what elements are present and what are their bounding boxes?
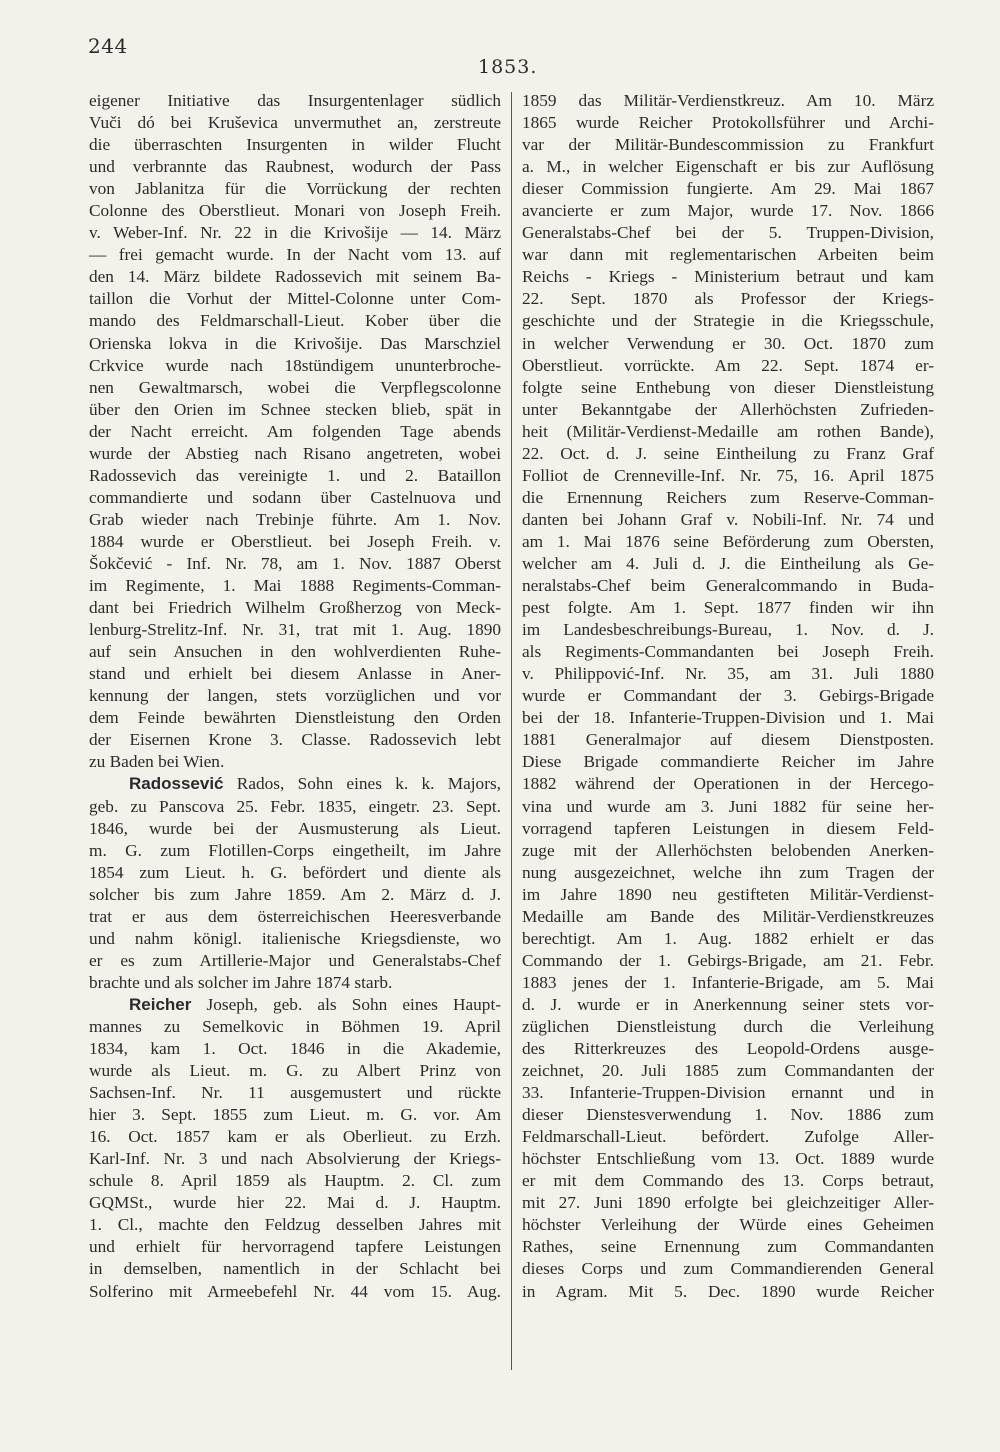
entry-lemma: Reicher bbox=[129, 994, 192, 1014]
entry-lemma: Radossević bbox=[129, 774, 224, 794]
text-line: wurde der Abstieg nach Risano angetreten, wobei bbox=[89, 443, 501, 463]
text-line: 1. Cl., machte den Feldzug desselben Jahres mit bbox=[89, 1215, 501, 1235]
text-line: GQMSt., wurde hier 22. Mai d. J. Hauptm. bbox=[89, 1193, 501, 1213]
text-line: höchster Verleihung der Würde eines Geheimen bbox=[522, 1215, 934, 1235]
text-line: wurde als Lieut. m. G. zu Albert Prinz von bbox=[89, 1061, 501, 1081]
text-line: im Regimente, 1. Mai 1888 Regiments-Comman- bbox=[89, 576, 501, 596]
text-line: der Eisernen Krone 3. Classe. Radossevich lebt bbox=[89, 730, 501, 750]
text-line: 1834, kam 1. Oct. 1846 in die Akademie, bbox=[89, 1039, 501, 1059]
text-line: a. M., in welcher Eigenschaft er bis zur Auflösung bbox=[522, 157, 934, 177]
text-line: Generalstabs-Chef bei der 5. Truppen-Division, bbox=[522, 223, 934, 243]
page-number: 244 bbox=[88, 34, 128, 58]
text-line: vina und wurde am 3. Juni 1882 für seine her- bbox=[522, 796, 934, 816]
text-line: wurde er Commandant der 3. Gebirgs-Brigade bbox=[522, 686, 934, 706]
text-line: 22. Sept. 1870 als Professor der Kriegs- bbox=[522, 289, 934, 309]
entry-text: Rados, Sohn eines k. k. Majors, bbox=[223, 774, 501, 794]
text-line: — frei gemacht wurde. In der Nacht vom 13. auf bbox=[89, 245, 501, 265]
text-line: heit (Militär-Verdienst-Medaille am rothen Bande), bbox=[522, 421, 934, 441]
text-line: 1854 zum Lieut. h. G. befördert und diente als bbox=[89, 862, 501, 882]
text-line: bei der 18. Infanterie-Truppen-Division und 1. Mai bbox=[522, 708, 934, 728]
text-line: zu Baden bei Wien. bbox=[89, 752, 225, 772]
text-line: dant bei Friedrich Wilhelm Großherzog von Meck- bbox=[89, 598, 501, 618]
text-line: welcher am 4. Juli d. J. die Eintheilung als Ge- bbox=[522, 553, 934, 573]
text-line: er es zum Artillerie-Major und Generalstabs-Chef bbox=[89, 950, 501, 970]
text-line: in welcher Verwendung er 30. Oct. 1870 zum bbox=[522, 333, 934, 353]
text-line: hier 3. Sept. 1855 zum Lieut. m. G. vor. Am bbox=[89, 1105, 501, 1125]
text-line: er mit dem Commando des 13. Corps betraut, bbox=[522, 1171, 934, 1191]
text-line: züglichen Dienstleistung durch die Verleihung bbox=[522, 1016, 934, 1036]
text-line: und nahm königl. italienische Kriegsdienste, wo bbox=[89, 928, 501, 948]
text-line: Rathes, seine Ernennung zum Commandanten bbox=[522, 1237, 934, 1257]
text-line: Reichs - Kriegs - Ministerium betraut und kam bbox=[522, 267, 934, 287]
text-line: Colonne des Oberstlieut. Monari von Joseph Freih. bbox=[89, 201, 501, 221]
text-line: mit 27. Juni 1890 erfolgte bei gleichzeitiger Aller- bbox=[522, 1193, 934, 1213]
text-line: den 14. März bildete Radossevich mit seinem Ba- bbox=[89, 267, 501, 287]
text-line: vorragend tapferen Leistungen in diesem Feld- bbox=[522, 818, 934, 838]
text-line: brachte und als solcher im Jahre 1874 starb. bbox=[89, 972, 393, 992]
text-line: v. Weber-Inf. Nr. 22 in die Krivošije — 14. März bbox=[89, 223, 501, 243]
left-text-column bbox=[89, 90, 501, 1303]
text-line: unter Bekanntgabe der Allerhöchsten Zufrieden- bbox=[522, 399, 934, 419]
text-line: Vuči dó bei Kruševica unvermuthet an, zerstreute bbox=[89, 113, 501, 133]
text-line: zeichnet, 20. Juli 1885 zum Commandanten der bbox=[522, 1061, 934, 1081]
text-line: Oberstlieut. vorrückte. Am 22. Sept. 1874 er- bbox=[522, 355, 934, 375]
entry-text: Joseph, geb. als Sohn eines Haupt- bbox=[191, 994, 501, 1014]
text-line: nung ausgezeichnet, welche ihn zum Tragen der bbox=[522, 862, 934, 882]
text-line: Commando der 1. Gebirgs-Brigade, am 21. Febr. bbox=[522, 950, 934, 970]
text-line: Crkvice wurde nach 18stündigem ununterbroche- bbox=[89, 355, 501, 375]
text-line: im Jahre 1890 neu gestifteten Militär-Verdienst- bbox=[522, 884, 934, 904]
text-line: über den Orien im Schnee stecken blieb, spät in bbox=[89, 399, 501, 419]
text-line bbox=[89, 773, 501, 795]
text-line: Grab wieder nach Trebinje führte. Am 1. Nov. bbox=[89, 509, 501, 529]
text-line: im Landesbeschreibungs-Bureau, 1. Nov. d. J. bbox=[522, 620, 934, 640]
text-line: Šokčević - Inf. Nr. 78, am 1. Nov. 1887 Oberst bbox=[89, 553, 501, 573]
text-line: Feldmarschall-Lieut. befördert. Zufolge Aller- bbox=[522, 1127, 934, 1147]
column-divider-rule bbox=[511, 92, 512, 1370]
text-line: pest folgte. Am 1. Sept. 1877 finden wir ihn bbox=[522, 598, 934, 618]
text-line: dieser Dienstesverwendung 1. Nov. 1886 zum bbox=[522, 1105, 934, 1125]
text-line: dieses Corps und zum Commandierenden General bbox=[522, 1259, 934, 1279]
text-line: 1883 jenes der 1. Infanterie-Brigade, am 5. Mai bbox=[522, 972, 934, 992]
text-line: 1882 während der Operationen in der Hercego- bbox=[522, 774, 934, 794]
text-line: danten bei Johann Graf v. Nobili-Inf. Nr. 74 und bbox=[522, 509, 934, 529]
text-line: berechtigt. Am 1. Aug. 1882 erhielt er das bbox=[522, 928, 934, 948]
text-line: mando des Feldmarschall-Lieut. Kober über die bbox=[89, 311, 501, 331]
text-line: Folliot de Crenneville-Inf. Nr. 75, 16. April 1875 bbox=[522, 465, 934, 485]
text-line: neralstabs-Chef beim Generalcommando in Buda- bbox=[522, 576, 934, 596]
text-line: v. Philippović-Inf. Nr. 35, am 31. Juli 1880 bbox=[522, 664, 934, 684]
text-line: kennung der langen, stets vorzüglichen und vor bbox=[89, 686, 501, 706]
text-line: zuge mit der Allerhöchsten belobenden Anerken- bbox=[522, 840, 934, 860]
text-line: von Jablanitza für die Vorrückung der rechten bbox=[89, 179, 501, 199]
text-line: m. G. zum Flotillen-Corps eingetheilt, im Jahre bbox=[89, 840, 501, 860]
text-line: folgte seine Enthebung von dieser Dienstleistung bbox=[522, 377, 934, 397]
text-line: 22. Oct. d. J. seine Eintheilung zu Franz Graf bbox=[522, 443, 934, 463]
text-line: geb. zu Panscova 25. Febr. 1835, eingetr. 23. Sept. bbox=[89, 796, 501, 816]
text-line: die überraschten Insurgenten in wilder Flucht bbox=[89, 135, 501, 155]
running-header-year: 1853. bbox=[478, 56, 538, 78]
text-line: 33. Infanterie-Truppen-Division ernannt und in bbox=[522, 1083, 934, 1103]
text-line: lenburg-Strelitz-Inf. Nr. 31, trat mit 1. Aug. 1890 bbox=[89, 620, 501, 640]
text-line: und erhielt für hervorragend tapfere Leistungen bbox=[89, 1237, 501, 1257]
text-line: am 1. Mai 1876 seine Beförderung zum Obersten, bbox=[522, 531, 934, 551]
text-line: war dann mit reglementarischen Arbeiten beim bbox=[522, 245, 934, 265]
text-line: var der Militär-Bundescommission zu Frankfurt bbox=[522, 135, 934, 155]
text-line: commandierte und sodann über Castelnuova und bbox=[89, 487, 501, 507]
text-line: Karl-Inf. Nr. 3 und nach Absolvierung der Kriegs- bbox=[89, 1149, 501, 1169]
text-line bbox=[89, 994, 501, 1016]
text-line: 1859 das Militär-Verdienstkreuz. Am 10. März bbox=[522, 91, 934, 110]
text-line: stand und erhielt bei diesem Anlasse in Aner- bbox=[89, 664, 501, 684]
text-line: 1881 Generalmajor auf diesem Dienstposten. bbox=[522, 730, 934, 750]
right-text-column bbox=[522, 90, 934, 1303]
text-line: d. J. wurde er in Anerkennung seiner stets vor- bbox=[522, 994, 934, 1014]
text-line: des Ritterkreuzes des Leopold-Ordens ausge- bbox=[522, 1039, 934, 1059]
text-line: 1846, wurde bei der Ausmusterung als Lieut. bbox=[89, 818, 501, 838]
text-line: 1865 wurde Reicher Protokollsführer und Archi- bbox=[522, 113, 934, 133]
text-line: schule 8. April 1859 als Hauptm. 2. Cl. zum bbox=[89, 1171, 501, 1191]
text-line: höchster Entschließung vom 13. Oct. 1889 wurde bbox=[522, 1149, 934, 1169]
text-line: die Ernennung Reichers zum Reserve-Comman- bbox=[522, 487, 934, 507]
text-line: Diese Brigade commandierte Reicher im Jahre bbox=[522, 752, 934, 772]
text-line: Radossevich das vereinigte 1. und 2. Bataillon bbox=[89, 465, 501, 485]
text-line: auf sein Ansuchen in den wohlverdienten Ruhe- bbox=[89, 642, 501, 662]
text-line: in demselben, namentlich in der Schlacht bei bbox=[89, 1259, 501, 1279]
text-line: dieser Commission fungierte. Am 29. Mai 1867 bbox=[522, 179, 934, 199]
text-line: Orienska lokva in die Krivošije. Das Marschziel bbox=[89, 333, 501, 353]
text-line: Sachsen-Inf. Nr. 11 ausgemustert und rückte bbox=[89, 1083, 501, 1103]
text-line: 16. Oct. 1857 kam er als Oberlieut. zu Erzh. bbox=[89, 1127, 501, 1147]
text-line: trat er aus dem österreichischen Heeresverbande bbox=[89, 906, 501, 926]
text-line: nen Gewaltmarsch, wobei die Verpflegscolonne bbox=[89, 377, 501, 397]
text-line: als Regiments-Commandanten bei Joseph Freih. bbox=[522, 642, 934, 662]
text-line: 1884 wurde er Oberstlieut. bei Joseph Freih. v. bbox=[89, 531, 501, 551]
text-line: solcher bis zum Jahre 1859. Am 2. März d. J. bbox=[89, 884, 501, 904]
text-line: eigener Initiative das Insurgentenlager südlich bbox=[89, 91, 501, 110]
text-line: taillon die Vorhut der Mittel-Colonne unter Com- bbox=[89, 289, 501, 309]
text-line: mannes zu Semelkovic in Böhmen 19. April bbox=[89, 1016, 501, 1036]
text-line: dem Feinde bewährten Dienstleistung den Orden bbox=[89, 708, 501, 728]
text-line: Medaille am Bande des Militär-Verdienstkreuzes bbox=[522, 906, 934, 926]
text-line: und verbrannte das Raubnest, wodurch der Pass bbox=[89, 157, 501, 177]
text-line: geschichte und der Strategie in die Kriegsschule, bbox=[522, 311, 934, 331]
text-line: der Nacht erreicht. Am folgenden Tage abends bbox=[89, 421, 501, 441]
text-line: avancierte er zum Major, wurde 17. Nov. 1866 bbox=[522, 201, 934, 221]
text-line: Solferino mit Armeebefehl Nr. 44 vom 15. Aug. bbox=[89, 1281, 501, 1301]
text-line: in Agram. Mit 5. Dec. 1890 wurde Reicher bbox=[522, 1281, 934, 1301]
